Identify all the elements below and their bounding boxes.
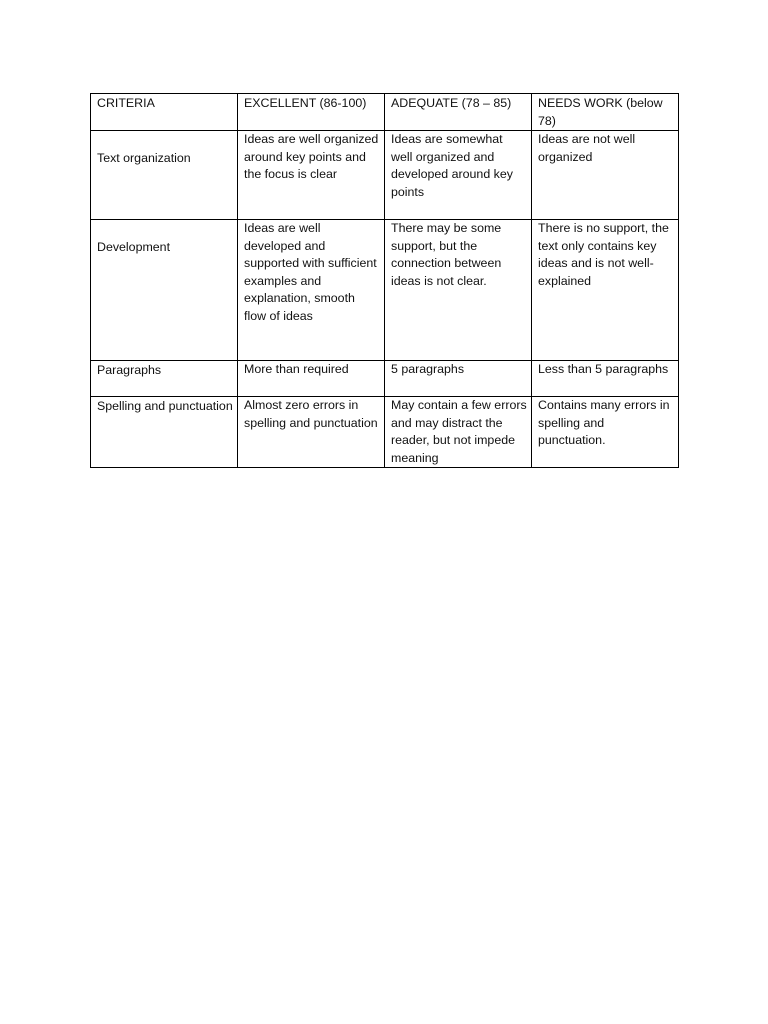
excellent-cell: More than required: [238, 361, 385, 397]
table-row: [91, 361, 679, 397]
table-row: [91, 131, 679, 220]
rubric-table: [90, 93, 679, 468]
needs-work-cell: Less than 5 paragraphs: [532, 361, 679, 397]
needs-work-cell: There is no support, the text only contains key ideas and is not well-explained: [532, 220, 679, 361]
excellent-cell: Ideas are well developed and supported with sufficient examples and explanation, smooth flow of ideas: [238, 220, 385, 361]
needs-work-cell: Contains many errors in spelling and punctuation.: [532, 397, 679, 468]
adequate-cell: May contain a few errors and may distract the reader, but not impede meaning: [385, 397, 532, 468]
header-criteria: CRITERIA: [91, 94, 238, 131]
needs-work-cell: Ideas are not well organized: [532, 131, 679, 220]
table-row: [91, 220, 679, 361]
adequate-cell: 5 paragraphs: [385, 361, 532, 397]
excellent-cell: Ideas are well organized around key points and the focus is clear: [238, 131, 385, 220]
header-excellent: EXCELLENT (86-100): [238, 94, 385, 131]
table-header-row: [91, 94, 679, 131]
criterion-label: Text organization: [91, 131, 238, 220]
header-adequate: ADEQUATE (78 – 85): [385, 94, 532, 131]
criterion-label: Spelling and punctuation: [91, 397, 238, 468]
adequate-cell: There may be some support, but the connection between ideas is not clear.: [385, 220, 532, 361]
criterion-label: Development: [91, 220, 238, 361]
adequate-cell: Ideas are somewhat well organized and developed around key points: [385, 131, 532, 220]
excellent-cell: Almost zero errors in spelling and punctuation: [238, 397, 385, 468]
header-needs-work: NEEDS WORK (below 78): [532, 94, 679, 131]
table-row: [91, 397, 679, 468]
criterion-label: Paragraphs: [91, 361, 238, 397]
